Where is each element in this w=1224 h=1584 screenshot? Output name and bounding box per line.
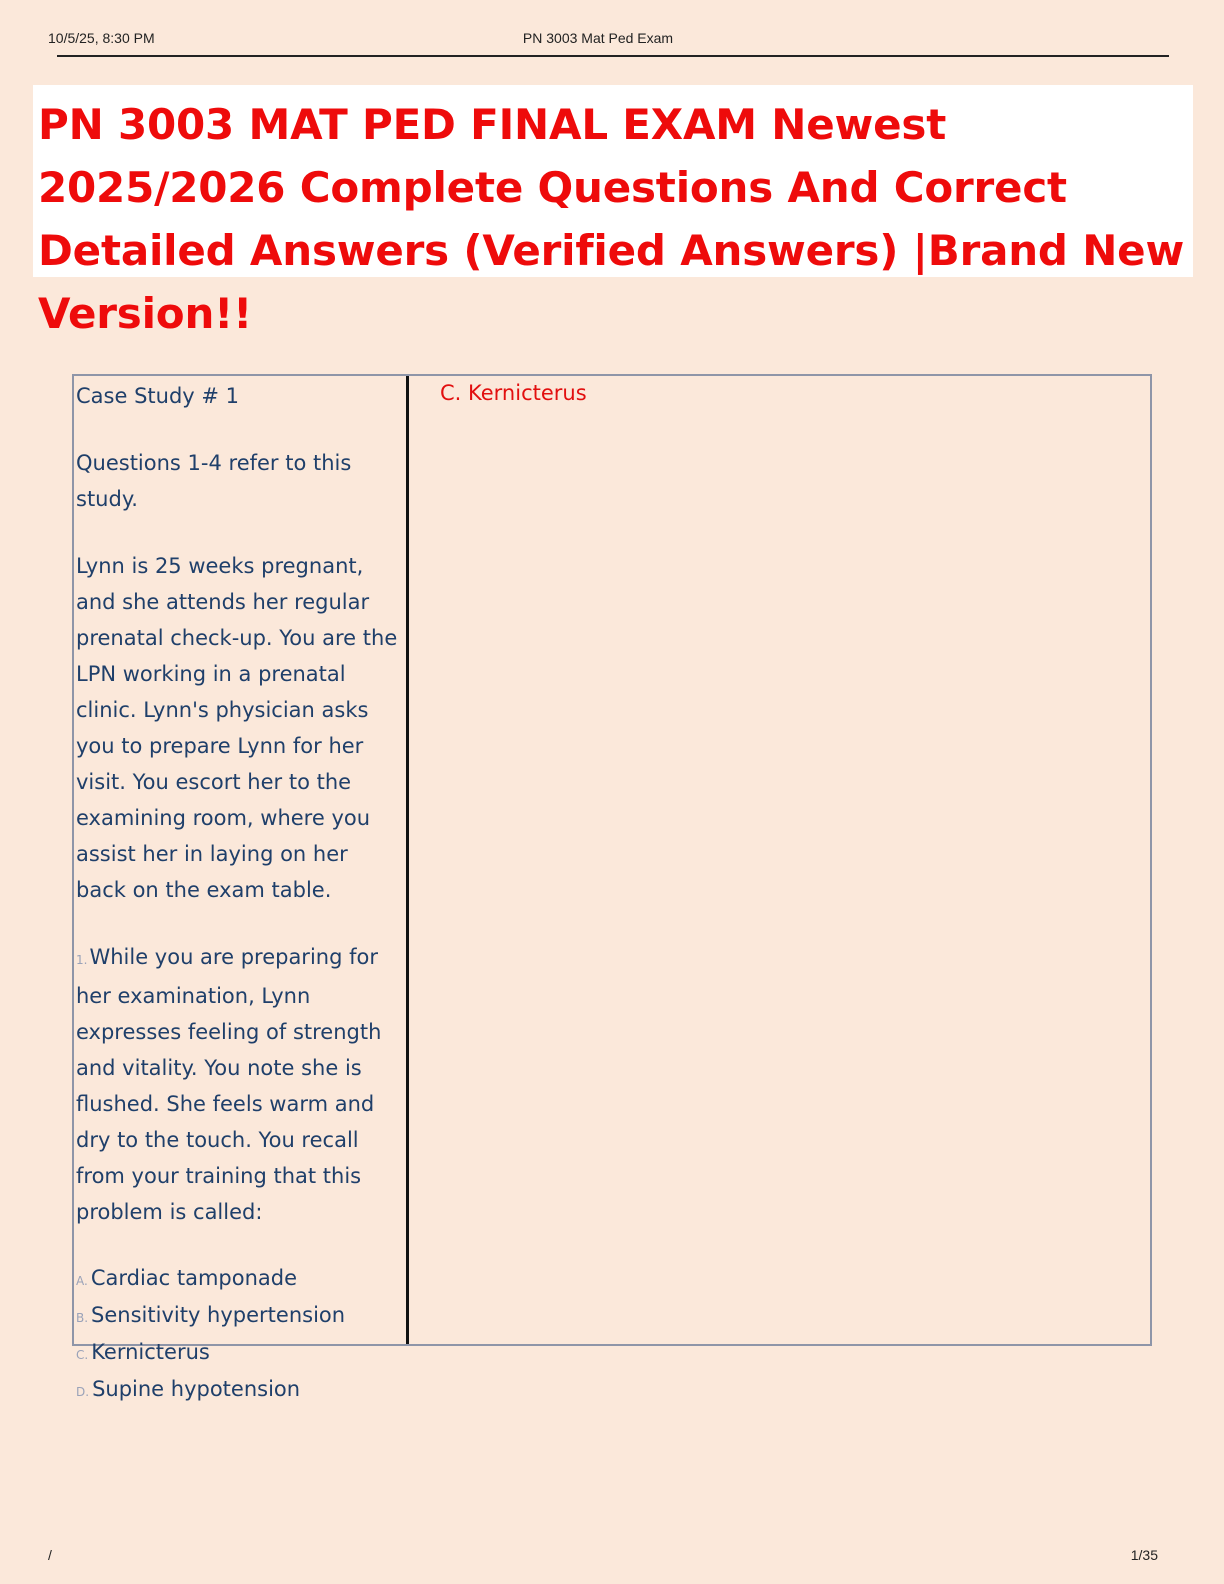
print-header <box>48 30 1168 50</box>
flashcard <box>72 374 1152 1401</box>
question <box>76 939 401 1230</box>
option-a <box>76 1261 401 1298</box>
print-footer <box>48 1547 1158 1567</box>
option-d <box>76 1372 401 1409</box>
page-number: 1/35 <box>1130 1547 1158 1563</box>
question-number: 1. <box>76 953 88 967</box>
column-divider <box>406 376 409 1344</box>
case-heading: Case Study # 1 <box>76 384 240 408</box>
option-list <box>76 1261 401 1409</box>
option-letter: B. <box>76 1311 89 1325</box>
option-letter: D. <box>76 1385 90 1399</box>
print-date: 10/5/25, 8:30 PM <box>48 30 155 46</box>
print-url: / <box>48 1547 52 1563</box>
option-text: Sensitivity hypertension <box>91 1303 346 1327</box>
answer-cell: C. Kernicterus <box>440 381 587 405</box>
title-banner <box>33 85 1193 338</box>
option-text: Supine hypotension <box>92 1377 301 1401</box>
question-cell <box>76 378 401 1409</box>
option-letter: A. <box>76 1274 88 1288</box>
header-divider <box>57 55 1169 57</box>
case-scope: Questions 1-4 refer to this study. <box>76 451 352 511</box>
option-text: Kernicterus <box>91 1340 210 1364</box>
option-b <box>76 1298 401 1335</box>
print-doc-title: PN 3003 Mat Ped Exam <box>522 30 674 46</box>
document-title: PN 3003 MAT PED FINAL EXAM Newest 2025/2026 Complete Questions And Correct Detailed Answers (Verified Answers) |Brand New Version!! <box>38 100 1185 338</box>
option-c <box>76 1335 401 1372</box>
question-text: While you are preparing for her examination, Lynn expresses feeling of strength and vitality. You note she is flushed. She feels warm and dry to the touch. You recall from your training that this problem is called: <box>76 945 382 1224</box>
option-text: Cardiac tamponade <box>90 1266 298 1290</box>
case-scenario: Lynn is 25 weeks pregnant, and she attends her regular prenatal check-up. You are the LPN working in a prenatal clinic. Lynn's physician asks you to prepare Lynn for her visit. You escort her to the examining room, where you assist her in laying on her back on the exam table. <box>76 554 398 902</box>
option-letter: C. <box>76 1348 89 1362</box>
